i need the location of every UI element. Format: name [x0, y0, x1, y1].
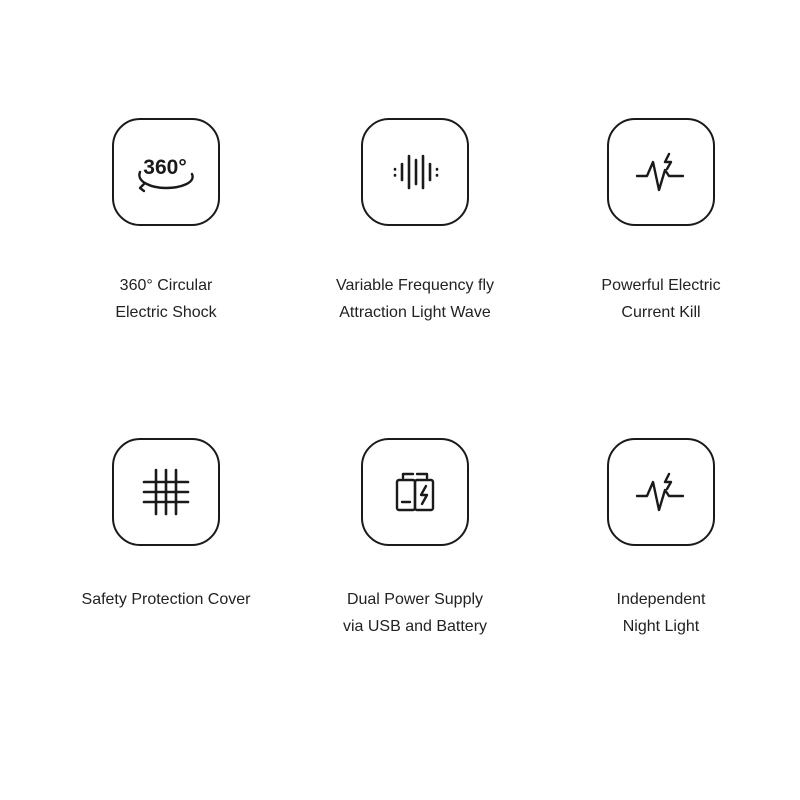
- caption-line: Attraction Light Wave: [339, 304, 491, 321]
- feature-caption: [82, 586, 251, 613]
- feature-night-light: [541, 438, 781, 640]
- caption-line: Safety Protection Cover: [81, 591, 251, 608]
- icon-tile: [607, 438, 715, 546]
- feature-caption: [617, 586, 706, 640]
- caption-line: Dual Power Supply: [346, 591, 484, 608]
- caption-line: Night Light: [622, 618, 700, 635]
- feature-caption: [601, 272, 720, 326]
- rotate-360-icon: [134, 140, 198, 204]
- sound-wave-icon: [383, 140, 447, 204]
- icon-tile: [361, 438, 469, 546]
- feature-caption: [336, 272, 494, 326]
- grid-cover-icon: [134, 460, 198, 524]
- electric-pulse-icon: [629, 460, 693, 524]
- feature-dual-power: [295, 438, 535, 640]
- caption-line: Electric Shock: [115, 304, 217, 321]
- icon-tile: [607, 118, 715, 226]
- dual-battery-icon: [383, 460, 447, 524]
- caption-line: Powerful Electric: [601, 277, 721, 294]
- caption-line: Current Kill: [621, 304, 701, 321]
- caption-line: Variable Frequency fly: [336, 277, 494, 294]
- caption-line: via USB and Battery: [342, 618, 488, 635]
- caption-line: Independent: [616, 591, 706, 608]
- feature-caption: [115, 272, 216, 326]
- icon-tile: [112, 438, 220, 546]
- feature-360-shock: [46, 118, 286, 326]
- electric-pulse-icon: [629, 140, 693, 204]
- feature-light-wave: [295, 118, 535, 326]
- caption-line: 360° Circular: [119, 277, 213, 294]
- icon-tile: [361, 118, 469, 226]
- feature-caption: [343, 586, 487, 640]
- icon-tile: [112, 118, 220, 226]
- feature-electric-kill: [541, 118, 781, 326]
- rotate-360-label: 360°: [143, 156, 187, 179]
- feature-safety-cover: [46, 438, 286, 613]
